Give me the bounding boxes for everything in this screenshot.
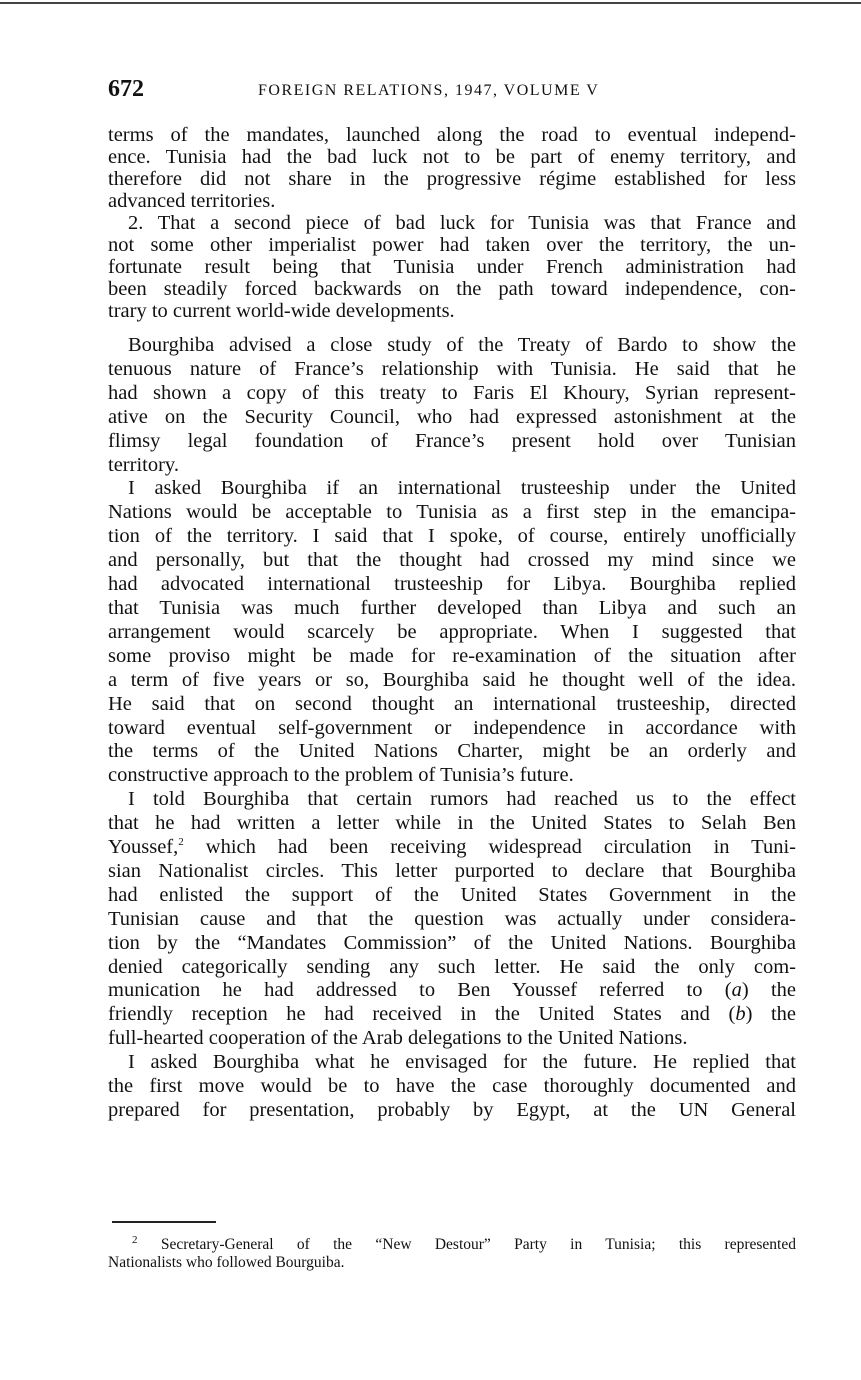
text-line: full-hearted cooperation of the Arab delegations to the United Nations. [108,1027,688,1050]
footnote-line: Nationalists who followed Bourguiba. [108,1254,345,1271]
text-line: Tunisian cause and that the question was actually under considera- [108,907,796,930]
paragraph [108,124,796,212]
text-line: been steadily forced backwards on the path toward independence, con- [108,278,796,300]
text-line: that he had written a letter while in the United States to Selah Ben [108,812,796,835]
text-segment: b [735,1003,746,1026]
text-line: Nations would be acceptable to Tunisia as a first step in the emancipa- [108,501,796,524]
text-line: I told Bourghiba that certain rumors had reached us to the effect [128,788,796,811]
text-segment: Youssef, [108,836,179,859]
page-header [108,76,796,106]
text-line: tion of the territory. I said that I spoke, of course, entirely unofficially [108,525,796,548]
text-line: toward eventual self-government or independence in accordance with [108,716,796,739]
running-title: FOREIGN RELATIONS, 1947, VOLUME V [258,82,600,99]
footnote-line [108,1233,796,1254]
paragraph [108,788,796,1051]
text-line: had enlisted the support of the United States Government in the [108,883,796,906]
text-line: some proviso might be made for re-examination of the situation after [108,644,796,667]
text-line: the first move would be to have the case thoroughly documented and [108,1075,796,1098]
text-line: constructive approach to the problem of Tunisia’s future. [108,764,574,787]
text-segment: ) the [745,1003,796,1026]
footnote-rule [112,1221,216,1223]
text-line: terms of the mandates, launched along the road to eventual independ- [108,124,796,146]
text-segment: a [731,979,742,1002]
text-line: flimsy legal foundation of France’s present hold over Tunisian [108,429,796,452]
text-segment: ) the [741,979,796,1002]
text-line [108,1003,796,1027]
text-line: ence. Tunisia had the bad luck not to be part of enemy territory, and [108,146,796,168]
text-line: and personally, but that the thought had crossed my mind since we [108,549,796,572]
text-line [108,979,796,1003]
text-line: I asked Bourghiba what he envisaged for the future. He replied that [128,1051,796,1074]
text-line: territory. [108,453,179,476]
text-line: denied categorically sending any such letter. He said the only com- [108,955,796,978]
text-line: therefore did not share in the progressive régime established for less [108,168,796,190]
page-top-border [0,2,861,4]
paragraph [108,212,796,322]
text-line: arrangement would scarcely be appropriate. When I suggested that [108,620,796,643]
text-line: trary to current world-wide developments. [108,300,455,322]
text-line: not some other imperialist power had taken over the territory, the un- [108,234,796,256]
text-line: sian Nationalist circles. This letter purported to declare that Bourghiba [108,859,796,882]
text-line: fortunate result being that Tunisia under French administration had [108,256,796,278]
page-number: 672 [108,76,144,102]
text-segment: munication he had addressed to Ben Youssef referred to ( [108,979,732,1002]
paragraph [108,334,796,477]
text-line: prepared for presentation, probably by Egypt, at the UN General [108,1099,796,1121]
text-line [108,836,796,860]
text-segment: friendly reception he had received in the United States and ( [108,1003,736,1026]
paragraph [108,1051,796,1123]
text-line: had shown a copy of this treaty to Faris El Khoury, Syrian represent- [108,381,796,404]
footnote-reference: 2 [178,836,184,849]
text-line: tion by the “Mandates Commission” of the United Nations. Bourghiba [108,931,796,954]
footnote-marker: 2 [132,1233,138,1246]
footnote [108,1233,796,1272]
text-line: that Tunisia was much further developed than Libya and such an [108,596,796,619]
text-line: ative on the Security Council, who had expressed astonishment at the [108,405,796,428]
text-line: I asked Bourghiba if an international trusteeship under the United [128,477,796,500]
paragraph [108,477,796,788]
footnote-text: Secretary-General of the “New Destour” Party in Tunisia; this represented [160,1236,796,1253]
text-line: Bourghiba advised a close study of the Treaty of Bardo to show the [128,334,796,356]
text-line: advanced territories. [108,190,276,212]
text-line: tenuous nature of France’s relationship with Tunisia. He said that he [108,357,796,380]
text-line: a term of five years or so, Bourghiba said he thought well of the idea. [108,668,796,691]
text-line: the terms of the United Nations Charter, might be an orderly and [108,740,796,763]
text-line: He said that on second thought an international trusteeship, directed [108,692,796,715]
body-text [108,124,796,1123]
text-segment: which had been receiving widespread circulation in Tuni- [183,836,796,859]
text-line: 2. That a second piece of bad luck for Tunisia was that France and [128,212,796,234]
text-line: had advocated international trusteeship for Libya. Bourghiba replied [108,573,796,596]
